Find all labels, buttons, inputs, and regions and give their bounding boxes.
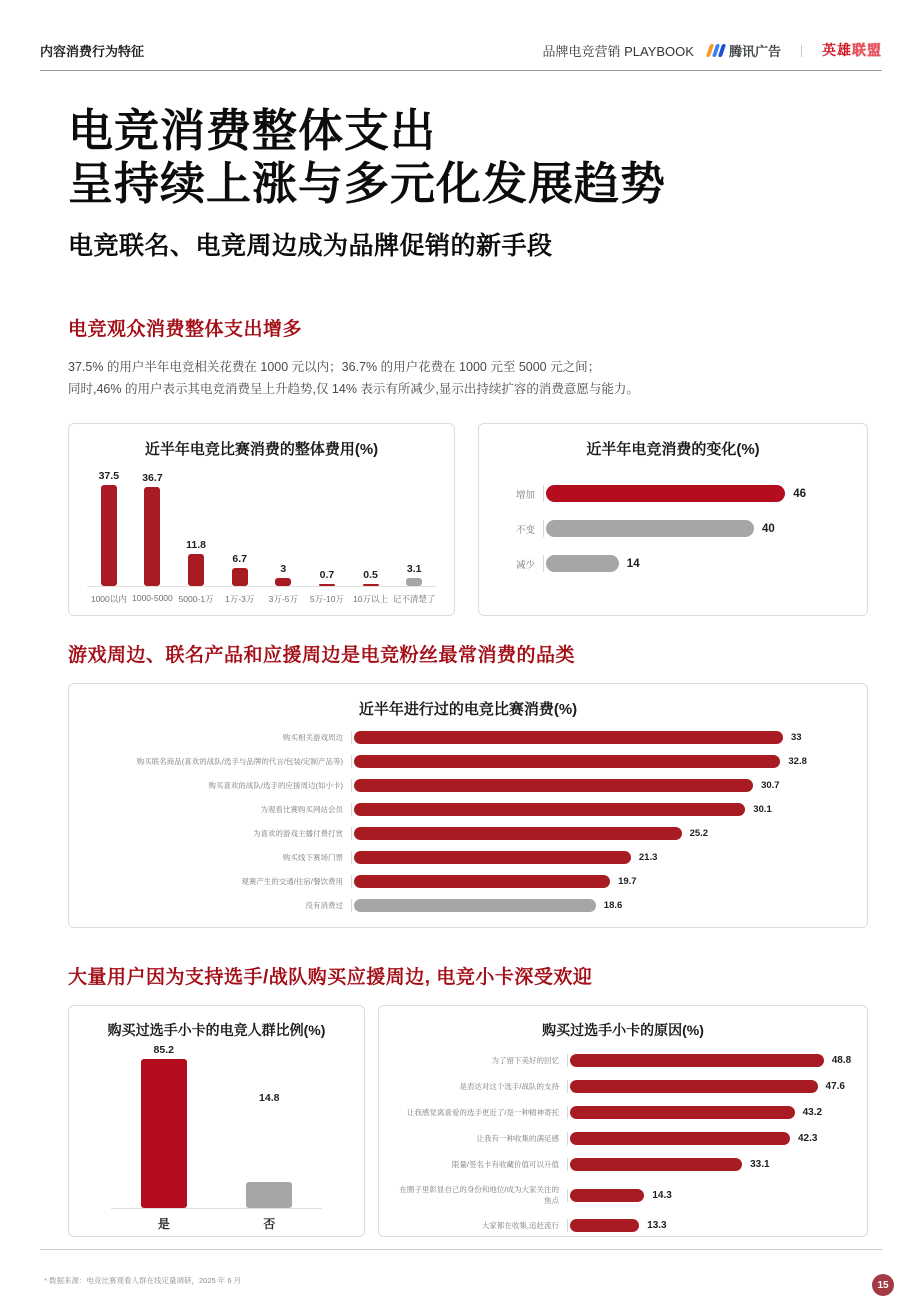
bar-value-label: 33.1 [750, 1159, 770, 1171]
section2-heading: 游戏周边、联名产品和应援周边是电竞粉丝最常消费的品类 [68, 645, 576, 667]
bar [144, 487, 160, 586]
chart-row [89, 731, 847, 744]
chart-row [395, 1054, 851, 1067]
bar-value-label: 21.3 [638, 852, 658, 864]
category-label: 为喜欢的游戏主播付费打赏 [253, 829, 343, 839]
page-content [68, 105, 868, 1237]
chart-row [89, 827, 847, 840]
chart-card-card-buyers-ratio [68, 1005, 365, 1237]
chart-card-consumption-categories [68, 683, 868, 928]
page-title-line2: 呈持续上涨与多元化发展趋势 [68, 157, 667, 209]
bar-value-label: 40 [762, 522, 775, 535]
category-label: 5000-1万 [178, 594, 214, 605]
chart2-title: 近半年电竞消费的变化(%) [586, 441, 760, 459]
chart-row [395, 1132, 851, 1145]
chart-row [89, 899, 847, 912]
chart-row [395, 1158, 851, 1171]
category-label: 让我感觉离喜爱的选手更近了/是一种精神寄托 [406, 1108, 559, 1118]
chart-row [497, 520, 849, 537]
bar [570, 1080, 818, 1093]
header-right-group [543, 40, 883, 60]
category-label: 购买相关游戏周边 [283, 733, 343, 743]
category-label: 在圈子里彰显自己的身份和地位/成为大家关注的焦点 [399, 1185, 559, 1206]
bar [354, 755, 780, 768]
header-section-label: 内容消费行为特征 [40, 43, 145, 59]
chart-card-card-buying-reasons [378, 1005, 868, 1237]
bar-value-label: 3 [280, 562, 287, 575]
category-label: 1000-5000 [132, 593, 173, 604]
chart-column [218, 553, 262, 586]
bar-track [351, 731, 847, 744]
chart-category-labels [111, 1215, 322, 1232]
chart3-title: 近半年进行过的电竞比赛消费(%) [358, 701, 578, 719]
category-label: 记不清楚了 [392, 594, 436, 605]
chart-card-spend-change [478, 423, 868, 616]
bar [570, 1219, 639, 1232]
bar-value-label: 14.8 [259, 1092, 280, 1105]
bar [354, 875, 610, 888]
chart5-card-buying-reasons [395, 1054, 851, 1232]
tencent-ads-logo [708, 41, 781, 60]
chart4-title: 购买过选手小卡的电竞人群比例(%) [107, 1022, 326, 1039]
bar-value-label: 46 [793, 487, 806, 500]
chart1-title: 近半年电竞比赛消费的整体费用(%) [144, 441, 379, 459]
bar-track [567, 1158, 851, 1171]
section1-heading: 电竞观众消费整体支出增多 [68, 319, 303, 341]
bar-track [351, 875, 847, 888]
bar [570, 1189, 644, 1202]
bar-value-label: 0.7 [319, 569, 335, 582]
chart-column [392, 563, 436, 586]
bar-value-label: 32.8 [788, 756, 807, 768]
logo-separator: 丨 [794, 43, 808, 59]
bar-value-label: 85.2 [153, 1043, 174, 1056]
chart-row [89, 803, 847, 816]
category-label: 不变 [515, 524, 535, 536]
bar-value-label: 37.5 [98, 469, 120, 482]
bar-track [567, 1080, 851, 1093]
chart-row [89, 755, 847, 768]
category-label: 观赛产生的交通/住宿/餐饮费用 [241, 877, 343, 887]
chart-column [174, 539, 218, 586]
bar-track [567, 1189, 851, 1202]
bar-value-label: 0.5 [363, 569, 378, 582]
chart-row [395, 1184, 851, 1206]
bar-value-label: 47.6 [825, 1081, 845, 1093]
bar [354, 827, 682, 840]
bar-track [351, 899, 847, 912]
bar-track [351, 779, 847, 792]
chart-plot [111, 1043, 322, 1209]
bar [363, 584, 379, 586]
bar-track [351, 755, 847, 768]
bar-value-label: 19.7 [618, 876, 637, 888]
category-label: 是表达对这个选手/战队的支持 [459, 1082, 559, 1092]
bar [275, 578, 291, 586]
bar-value-label: 14 [626, 557, 640, 570]
chart-plot [87, 469, 436, 587]
footer-divider [40, 1249, 882, 1250]
category-label: 限量/签名卡有收藏价值可以升值 [451, 1160, 559, 1170]
bar-value-label: 18.6 [603, 900, 623, 912]
section1-paragraph [68, 357, 868, 401]
bar [101, 485, 117, 586]
bar-value-label: 30.1 [753, 804, 772, 816]
bar [246, 1182, 292, 1208]
chart-row [89, 779, 847, 792]
lol-logo-text-b: 联盟 [852, 42, 882, 58]
bar-track [351, 827, 847, 840]
category-label: 5万-10万 [309, 594, 344, 605]
bar-value-label: 3.1 [406, 562, 422, 575]
bar [570, 1158, 742, 1171]
data-source-note: * 数据来源：电竞比赛观看人群在线定量调研，2025 年 6 月 [44, 1276, 242, 1285]
bar [546, 520, 754, 537]
bar-track [351, 851, 847, 864]
category-label: 是 [157, 1217, 170, 1232]
category-label: 为观看比赛购买网站会员 [260, 805, 343, 815]
category-label: 大家都在收集,追赶流行 [481, 1221, 559, 1231]
section3-heading: 大量用户因为支持选手/战队购买应援周边, 电竞小卡深受欢迎 [68, 967, 593, 989]
chart-column [87, 470, 131, 586]
bar-track [567, 1219, 851, 1232]
bar-track [543, 485, 849, 502]
chart5-title: 购买过选手小卡的原因(%) [542, 1022, 704, 1039]
chart-column [262, 563, 306, 586]
bar [354, 731, 783, 744]
chart-card-spend-distribution [68, 423, 455, 616]
bar-value-label: 25.2 [689, 828, 709, 840]
category-label: 没有消费过 [305, 901, 343, 911]
tencent-ads-icon [708, 44, 724, 57]
bar-track [567, 1106, 851, 1119]
chart2-spend-change [497, 485, 849, 572]
bar [354, 899, 596, 912]
category-label: 购买喜欢的战队/选手的应援周边(如小卡) [208, 781, 343, 791]
chart1-spend-distribution [87, 469, 436, 605]
league-of-legends-logo [822, 40, 882, 60]
bar [354, 851, 631, 864]
page-header [40, 0, 882, 71]
bar [570, 1054, 824, 1067]
chart3-consumption-categories [89, 731, 847, 912]
bar-value-label: 42.3 [797, 1133, 818, 1145]
category-label: 为了留下美好的回忆 [491, 1056, 559, 1066]
chart-column [305, 569, 349, 586]
bar-track [567, 1132, 851, 1145]
bar-value-label: 36.7 [142, 471, 163, 484]
page-number-badge: 15 [872, 1274, 894, 1296]
bar [570, 1132, 790, 1145]
bar-track [351, 803, 847, 816]
bar-value-label: 48.8 [831, 1055, 852, 1067]
chart-category-labels [87, 593, 436, 605]
category-label: 减少 [515, 559, 535, 571]
bar [319, 584, 335, 586]
bar-track [543, 520, 849, 537]
bar [546, 485, 785, 502]
page-title-line1: 电竞消费整体支出 [68, 105, 437, 156]
category-label: 10万以上 [353, 594, 389, 605]
chart4-card-buyers-ratio [85, 1043, 348, 1232]
doc-title: 品牌电竞营销 PLAYBOOK [542, 43, 694, 59]
section1-paragraph-line1: 37.5% 的用户半年电竞相关花费在 1000 元以内；36.7% 的用户花费在 1000 元至 5000 元之间； [68, 360, 601, 375]
bar-value-label: 30.7 [761, 780, 780, 792]
chart-row [89, 851, 847, 864]
lol-logo-text-a: 英雄 [822, 42, 852, 58]
chart-row [497, 555, 849, 572]
bar-value-label: 14.3 [652, 1189, 672, 1201]
chart-column [131, 472, 175, 586]
chart-row [497, 485, 849, 502]
category-label: 1000以内 [90, 594, 127, 605]
bar [354, 803, 745, 816]
chart-column [111, 1044, 217, 1208]
tencent-ads-logo-text: 腾讯广告 [728, 43, 781, 59]
bar [570, 1106, 795, 1119]
bar-value-label: 6.7 [232, 552, 247, 565]
chart-row [395, 1080, 851, 1093]
bar-value-label: 43.2 [802, 1107, 823, 1119]
chart-row [395, 1219, 851, 1232]
category-label: 购买联名商品(喜欢的战队/选手与品牌的代言/包装/定制产品等) [136, 757, 343, 767]
chart-column [349, 569, 393, 586]
category-label: 让我有一种收集的满足感 [476, 1134, 559, 1144]
category-label: 否 [263, 1217, 276, 1232]
chart-row [89, 875, 847, 888]
page-title [68, 105, 868, 210]
bar-value-label: 11.8 [186, 539, 206, 552]
bar-value-label: 13.3 [647, 1220, 667, 1232]
page-subtitle: 电竞联名、电竞周边成为品牌促销的新手段 [68, 232, 553, 261]
bar [406, 578, 422, 586]
category-label: 增加 [515, 489, 535, 501]
bar-track [567, 1054, 851, 1067]
bar [188, 554, 204, 586]
charts-row-1 [68, 423, 868, 616]
bar-value-label: 33 [791, 732, 802, 744]
bar [546, 555, 619, 572]
section1-paragraph-line2: 同时,46% 的用户表示其电竞消费呈上升趋势,仅 14% 表示有所减少,显示出持续扩容的消费意愿与能力。 [68, 382, 639, 397]
charts-row-2 [68, 1005, 868, 1237]
category-label: 购买线下赛场门票 [283, 853, 343, 863]
category-label: 3万-5万 [268, 594, 298, 605]
category-label: 1万-3万 [225, 594, 255, 605]
bar [141, 1059, 187, 1208]
bar [354, 779, 753, 792]
chart-column [217, 1092, 323, 1208]
bar-track [543, 555, 849, 572]
bar [232, 568, 248, 586]
chart-row [395, 1106, 851, 1119]
